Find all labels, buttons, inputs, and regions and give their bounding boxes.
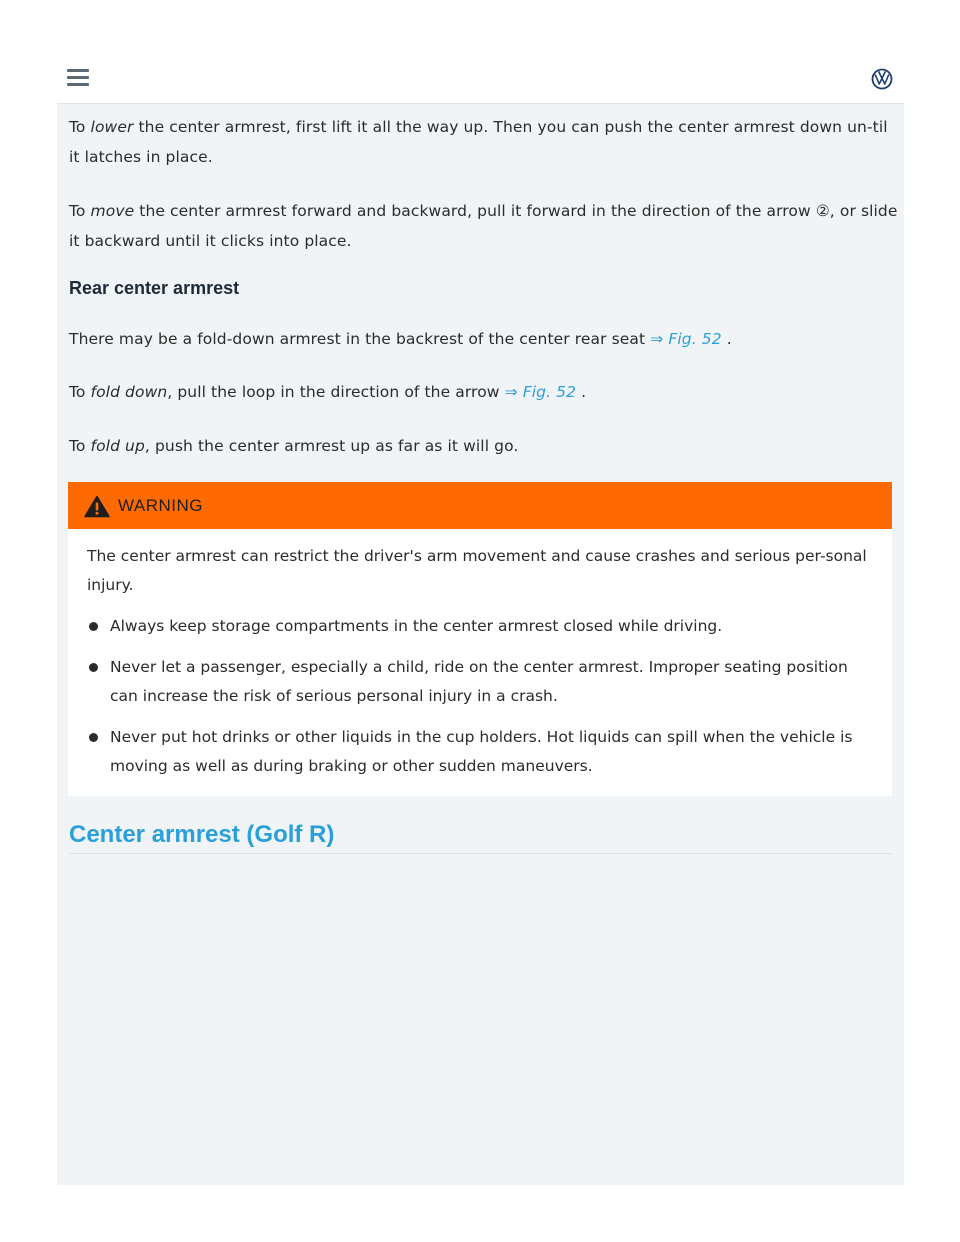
rear-center-armrest-heading: Rear center armrest [69, 278, 240, 298]
paragraph-lower: To lower the center armrest, first lift it all the way up. Then you can push the center armrest down un-til it latches in place. [69, 118, 888, 166]
warning-body [87, 542, 877, 781]
top-bar [57, 55, 904, 104]
paragraph-rear-intro: There may be a fold-down armrest in the backrest of the center rear seat ⇒ Fig. 52 . [69, 330, 732, 348]
bullet-icon [89, 622, 98, 631]
warning-title: WARNING [118, 496, 204, 515]
warning-triangle-icon [84, 495, 110, 518]
section-divider [69, 853, 892, 854]
list-item: Never put hot drinks or other liquids in the cup holders. Hot liquids can spill when the vehicle is moving as well as during braking or other sudden maneuvers. [87, 723, 877, 781]
fig-52-link[interactable]: ⇒ Fig. 52 [650, 330, 722, 348]
paragraph-fold-down: To fold down, pull the loop in the direction of the arrow ⇒ Fig. 52 . [69, 383, 587, 401]
warning-header [68, 482, 892, 529]
manual-content [57, 104, 904, 1185]
paragraph-move: To move the center armrest forward and backward, pull it forward in the direction of the arrow ②, or slide it backward until it clicks into place. [69, 202, 898, 250]
section-title: Center armrest (Golf R) [69, 821, 335, 848]
bullet-icon [89, 733, 98, 742]
vw-logo-icon[interactable] [871, 68, 893, 90]
warning-text: The center armrest can restrict the driver's arm movement and cause crashes and serious per-sonal injury. [87, 547, 867, 594]
warning-bullet-list [87, 612, 877, 781]
list-item: Never let a passenger, especially a child, ride on the center armrest. Improper seating position can increase the risk of serious personal injury in a crash. [87, 653, 877, 711]
bullet-icon [89, 663, 98, 672]
paragraph-fold-up: To fold up, push the center armrest up as far as it will go. [69, 437, 519, 455]
list-item: Always keep storage compartments in the center armrest closed while driving. [87, 612, 877, 641]
fig-52-link[interactable]: ⇒ Fig. 52 [504, 383, 577, 401]
hamburger-menu-icon[interactable] [67, 69, 89, 89]
warning-box [68, 482, 892, 796]
